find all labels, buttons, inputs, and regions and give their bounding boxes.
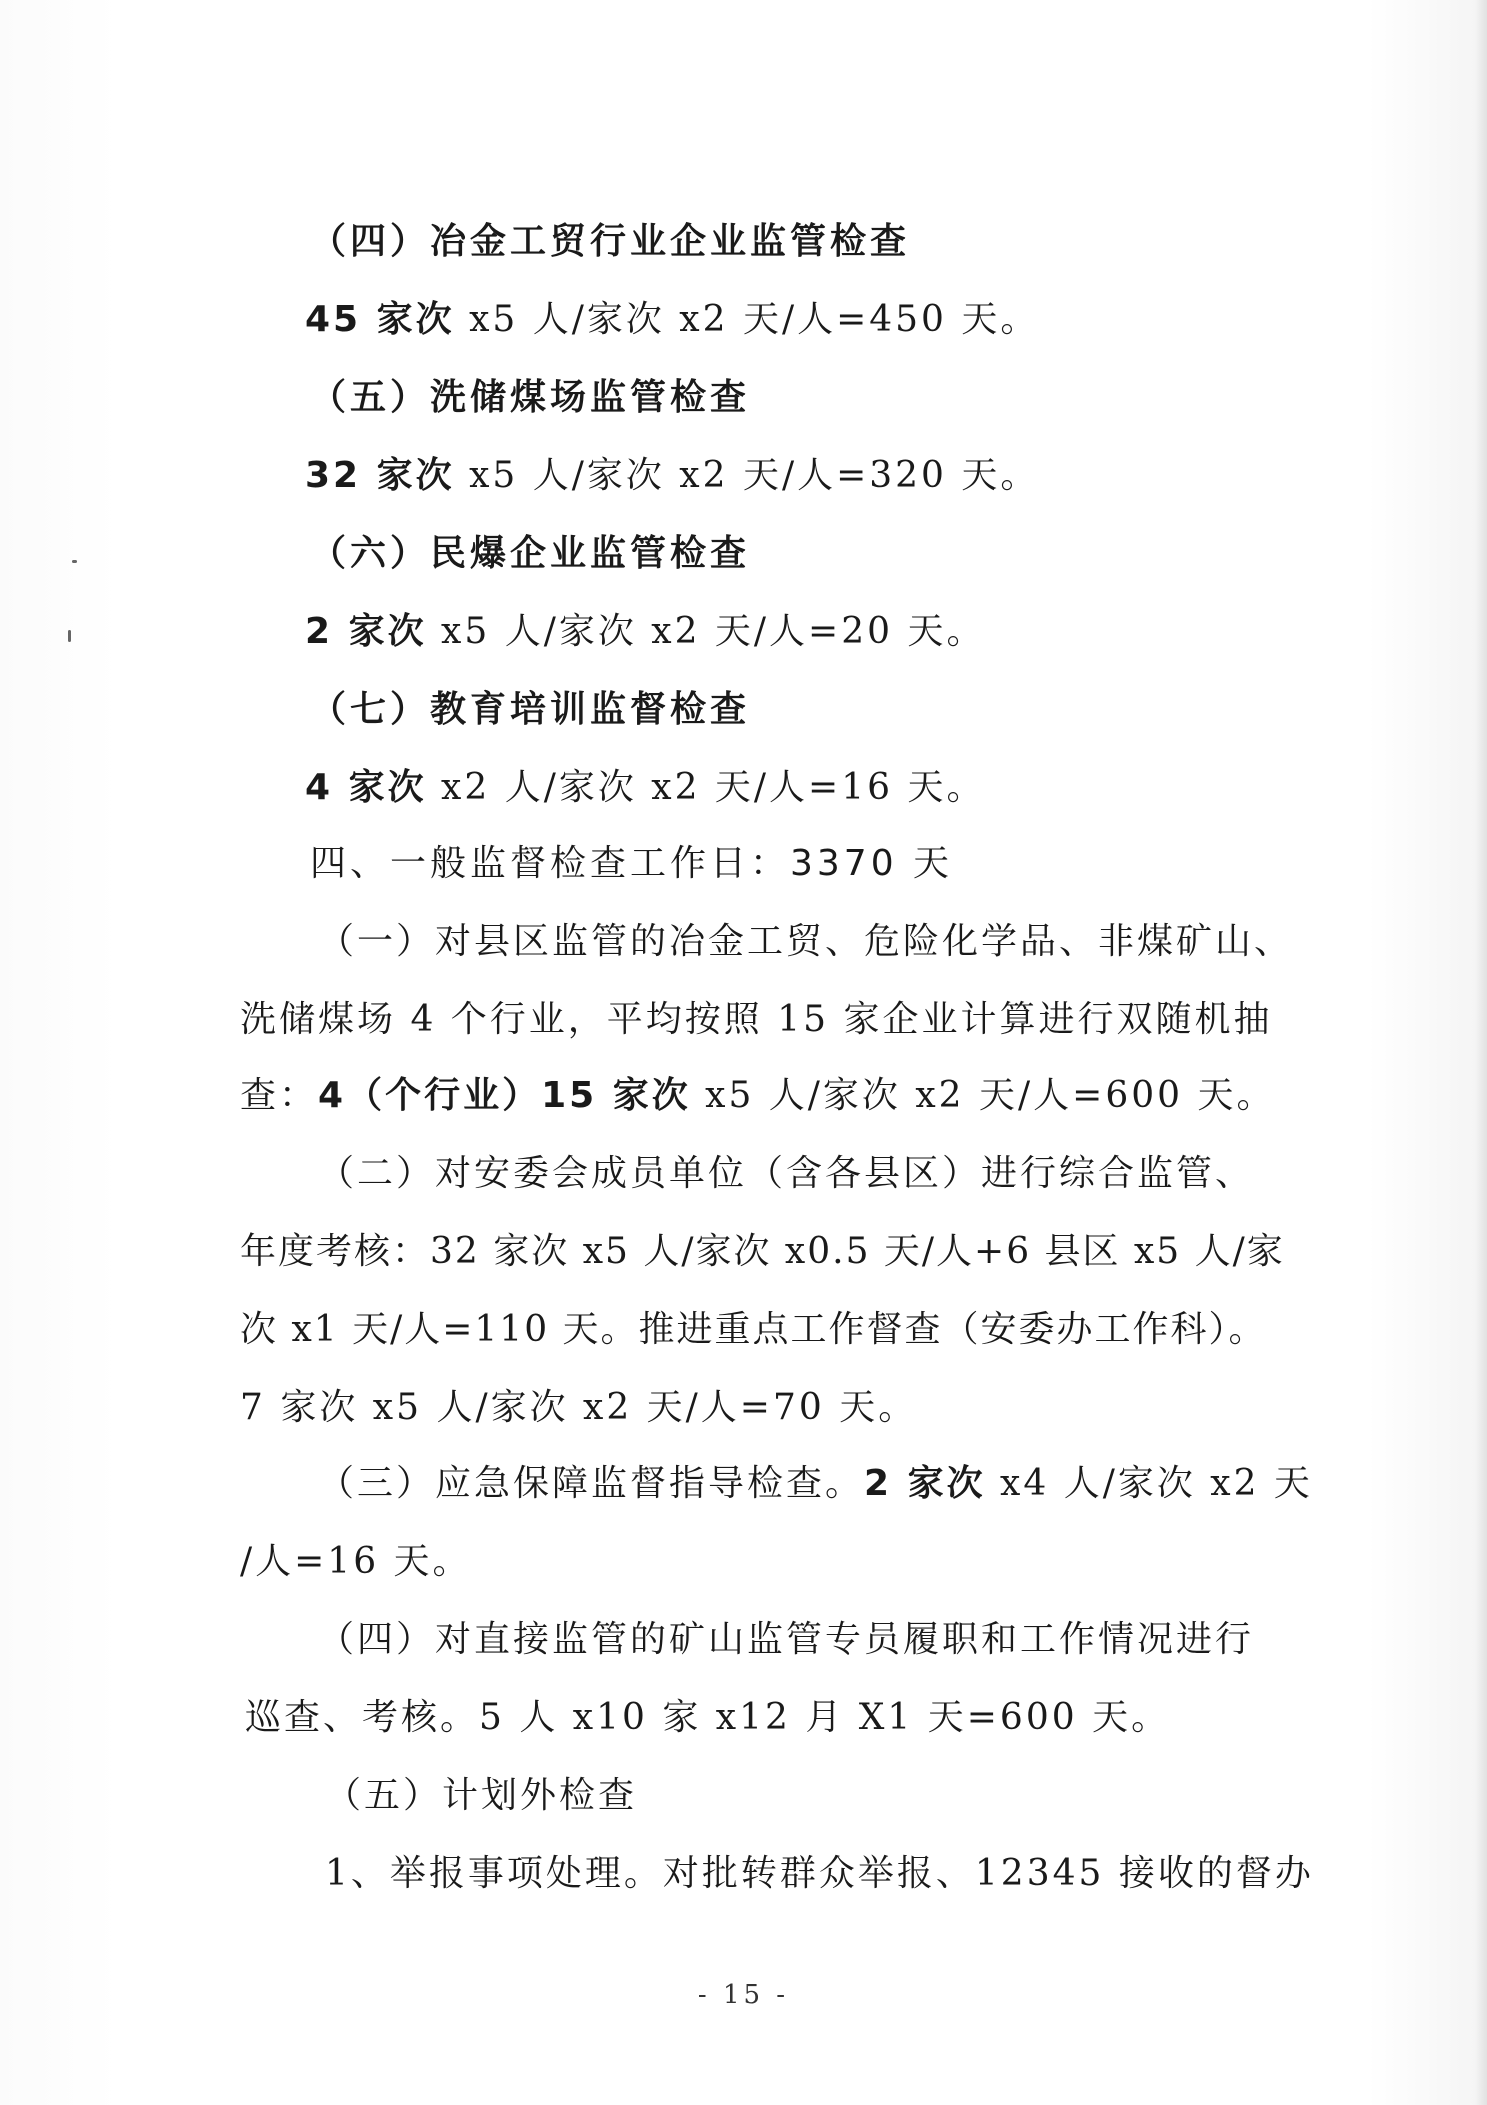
text-run: x5 人/家次 x2 天/人=600 天。	[690, 1075, 1276, 1116]
scan-speck	[68, 630, 71, 642]
calc-count: 45 家次	[305, 299, 455, 340]
general-inspection-heading: 四、一般监督检查工作日：3370 天	[310, 843, 954, 884]
calc-count: 4 家次	[305, 767, 427, 808]
section-calc-metallurgy	[305, 296, 1039, 344]
calc-formula: x5 人/家次 x2 天/人=450 天。	[454, 299, 1040, 340]
paragraph-line: 7 家次 x5 人/家次 x2 天/人=70 天。	[240, 1387, 918, 1428]
calc-formula: x5 人/家次 x2 天/人=320 天。	[454, 455, 1040, 496]
text-run: 查：	[240, 1075, 319, 1116]
paragraph-line: 年度考核：32 家次 x5 人/家次 x0.5 天/人+6 县区 x5 人/家	[240, 1231, 1285, 1272]
paragraph-line	[318, 1460, 1313, 1508]
section-title-metallurgy: （四）冶金工贸行业企业监管检查	[310, 221, 911, 262]
paragraph-line: （二）对安委会成员单位（含各县区）进行综合监管、	[318, 1153, 1255, 1194]
paragraph-line: /人=16 天。	[240, 1541, 472, 1582]
text-run-bold: 4（个行业）15 家次	[318, 1075, 691, 1116]
paragraph-line: （四）对直接监管的矿山监管专员履职和工作情况进行	[318, 1619, 1255, 1660]
section-title-training: （七）教育培训监督检查	[310, 689, 751, 730]
section-calc-coal-yard	[305, 452, 1039, 500]
paragraph-line: （一）对县区监管的冶金工贸、危险化学品、非煤矿山、	[318, 921, 1294, 962]
paragraph-line: 洗储煤场 4 个行业，平均按照 15 家企业计算进行双随机抽	[240, 999, 1273, 1040]
page-edge-shadow	[1475, 0, 1487, 2105]
section-title-coal-yard: （五）洗储煤场监管检查	[310, 377, 751, 418]
calc-formula: x5 人/家次 x2 天/人=20 天。	[426, 611, 986, 652]
page-number: - 15 -	[697, 1980, 790, 2010]
paragraph-line	[240, 1072, 1275, 1120]
paragraph-line: 巡查、考核。5 人 x10 家 x12 月 X1 天=600 天。	[245, 1697, 1171, 1738]
calc-count: 2 家次	[305, 611, 427, 652]
text-run-bold: 2 家次	[864, 1463, 986, 1504]
paragraph-line: 次 x1 天/人=110 天。推进重点工作督查（安委办工作科）。	[240, 1309, 1267, 1350]
calc-formula: x2 人/家次 x2 天/人=16 天。	[426, 767, 986, 808]
paragraph-line: 1、举报事项处理。对批转群众举报、12345 接收的督办	[325, 1853, 1314, 1894]
section-calc-explosives	[305, 608, 985, 656]
section-title-explosives: （六）民爆企业监管检查	[310, 533, 751, 574]
paragraph-line: （五）计划外检查	[325, 1775, 638, 1816]
section-calc-training	[305, 764, 985, 812]
text-run: （三）应急保障监督指导检查。	[318, 1463, 865, 1504]
scan-speck	[72, 560, 77, 563]
text-run: x4 人/家次 x2 天	[985, 1463, 1313, 1504]
calc-count: 32 家次	[305, 455, 455, 496]
